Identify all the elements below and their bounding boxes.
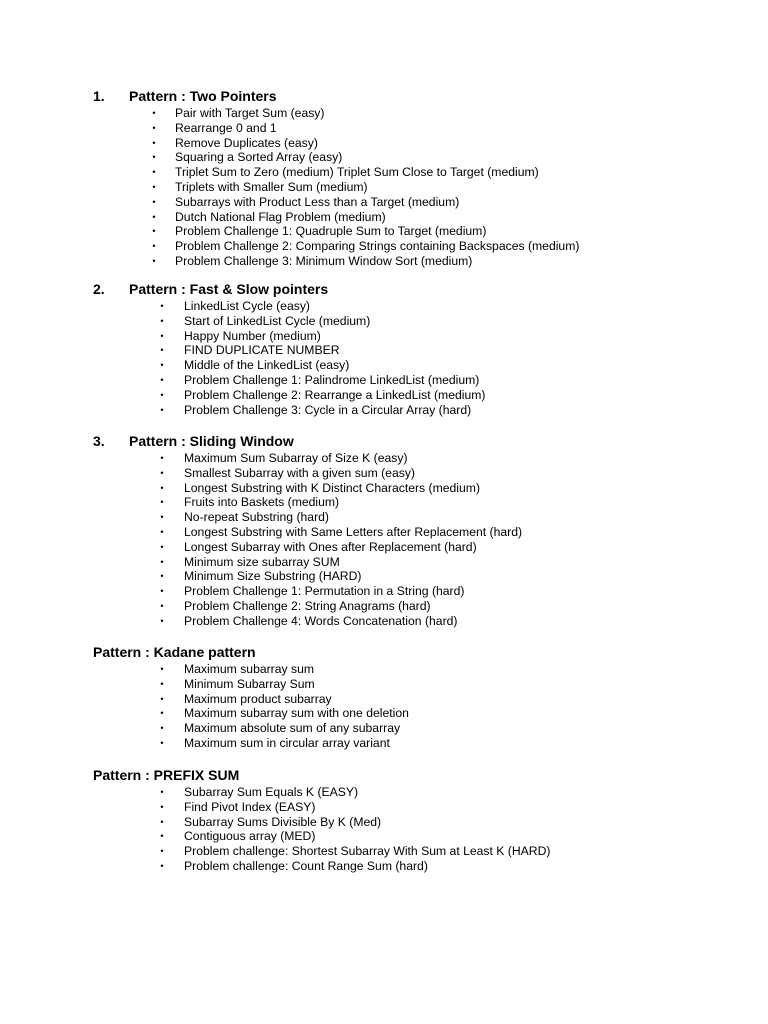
bullet-icon: • — [160, 389, 164, 400]
bullet-icon: • — [160, 360, 164, 371]
list-item: • Pair with Target Sum (easy) — [0, 106, 768, 121]
list-item: • Problem Challenge 2: String Anagrams (hard) — [0, 599, 768, 614]
list-item: • Minimum Subarray Sum — [0, 677, 768, 692]
bullet-icon: • — [152, 255, 156, 266]
bullet-icon: • — [160, 512, 164, 523]
section-prefix-sum — [0, 765, 768, 874]
bullet-icon: • — [160, 526, 164, 537]
section-heading — [0, 642, 768, 662]
bullet-icon: • — [152, 241, 156, 252]
list-item: • Problem Challenge 3: Minimum Window Sort (medium) — [0, 254, 768, 269]
list-item: • Longest Substring with Same Letters after Replacement (hard) — [0, 525, 768, 540]
list-item: • Rearrange 0 and 1 — [0, 121, 768, 136]
list-item: • Start of LinkedList Cycle (medium) — [0, 314, 768, 329]
list-item: • Maximum product subarray — [0, 692, 768, 707]
list-item: • Problem Challenge 1: Permutation in a String (hard) — [0, 584, 768, 599]
section-heading — [0, 279, 768, 299]
bullet-icon: • — [152, 226, 156, 237]
bullet-icon: • — [152, 108, 156, 118]
list-item: • Problem Challenge 1: Quadruple Sum to Target (medium) — [0, 224, 768, 239]
bullet-icon: • — [160, 816, 164, 827]
list-item: • Problem Challenge 3: Cycle in a Circular Array (hard) — [0, 403, 768, 418]
bullet-icon: • — [160, 678, 164, 689]
list-item: • Minimum Size Substring (HARD) — [0, 569, 768, 584]
list-item: • Problem Challenge 2: Rearrange a LinkedList (medium) — [0, 388, 768, 403]
list-item: • Dutch National Flag Problem (medium) — [0, 210, 768, 225]
problem-list — [0, 785, 768, 874]
list-item: • FIND DUPLICATE NUMBER — [0, 343, 768, 358]
list-item: • Problem Challenge 1: Palindrome LinkedList (medium) — [0, 373, 768, 388]
bullet-icon: • — [152, 211, 156, 222]
section-fast-slow-pointers — [0, 279, 768, 417]
bullet-icon: • — [160, 556, 164, 567]
bullet-icon: • — [160, 737, 164, 748]
bullet-icon: • — [160, 301, 164, 311]
bullet-icon: • — [160, 708, 164, 719]
list-item: • Problem Challenge 4: Words Concatenation (hard) — [0, 614, 768, 629]
section-title: Pattern : Kadane pattern — [93, 644, 256, 660]
bullet-icon: • — [160, 586, 164, 597]
bullet-icon: • — [160, 571, 164, 582]
list-item: • Subarrays with Product Less than a Target (medium) — [0, 195, 768, 210]
section-number: 2. — [93, 281, 105, 297]
list-item: • Maximum subarray sum — [0, 662, 768, 677]
bullet-icon: • — [160, 345, 164, 356]
list-item: • Maximum absolute sum of any subarray — [0, 721, 768, 736]
bullet-icon: • — [160, 482, 164, 493]
problem-list — [0, 299, 768, 417]
list-item: • Smallest Subarray with a given sum (easy) — [0, 466, 768, 481]
list-item: • Maximum sum in circular array variant — [0, 736, 768, 751]
bullet-icon: • — [152, 152, 156, 163]
section-number: 3. — [93, 433, 105, 449]
list-item: • Happy Number (medium) — [0, 329, 768, 344]
bullet-icon: • — [160, 374, 164, 385]
list-item: • LinkedList Cycle (easy) — [0, 299, 768, 314]
problem-list — [0, 662, 768, 751]
bullet-icon: • — [152, 137, 156, 148]
list-item: • Subarray Sums Divisible By K (Med) — [0, 815, 768, 830]
list-item: • Minimum size subarray SUM — [0, 555, 768, 570]
list-item: • Maximum Sum Subarray of Size K (easy) — [0, 451, 768, 466]
section-title: Pattern : Sliding Window — [129, 433, 294, 449]
bullet-icon: • — [160, 723, 164, 734]
section-sliding-window — [0, 431, 768, 629]
bullet-icon: • — [160, 831, 164, 842]
list-item: • Remove Duplicates (easy) — [0, 136, 768, 151]
problem-list — [0, 451, 768, 629]
problem-list — [0, 106, 768, 269]
list-item: • Maximum subarray sum with one deletion — [0, 706, 768, 721]
list-item: • Middle of the LinkedList (easy) — [0, 358, 768, 373]
list-item: • Triplets with Smaller Sum (medium) — [0, 180, 768, 195]
bullet-icon: • — [152, 196, 156, 207]
list-item: • Problem Challenge 2: Comparing Strings containing Backspaces (medium) — [0, 239, 768, 254]
list-item: • Problem challenge: Count Range Sum (hard) — [0, 859, 768, 874]
list-item: • Fruits into Baskets (medium) — [0, 495, 768, 510]
section-heading — [0, 431, 768, 451]
list-item: • Find Pivot Index (EASY) — [0, 800, 768, 815]
bullet-icon: • — [160, 801, 164, 812]
bullet-icon: • — [160, 467, 164, 478]
list-item: • Squaring a Sorted Array (easy) — [0, 150, 768, 165]
list-item: • No-repeat Substring (hard) — [0, 510, 768, 525]
list-item: • Longest Substring with K Distinct Characters (medium) — [0, 481, 768, 496]
bullet-icon: • — [160, 615, 164, 626]
bullet-icon: • — [160, 541, 164, 552]
bullet-icon: • — [160, 787, 164, 797]
section-title: Pattern : PREFIX SUM — [93, 767, 240, 783]
list-item: • Subarray Sum Equals K (EASY) — [0, 785, 768, 800]
list-item: • Contiguous array (MED) — [0, 829, 768, 844]
bullet-icon: • — [152, 122, 156, 133]
bullet-icon: • — [152, 181, 156, 192]
bullet-icon: • — [160, 693, 164, 704]
bullet-icon: • — [160, 453, 164, 463]
list-item: • Triplet Sum to Zero (medium) Triplet Sum Close to Target (medium) — [0, 165, 768, 180]
bullet-icon: • — [160, 846, 164, 857]
section-heading — [0, 765, 768, 785]
bullet-icon: • — [160, 330, 164, 341]
bullet-icon: • — [160, 860, 164, 871]
bullet-icon: • — [160, 600, 164, 611]
section-title: Pattern : Fast & Slow pointers — [129, 281, 329, 297]
list-item: • Problem challenge: Shortest Subarray With Sum at Least K (HARD) — [0, 844, 768, 859]
bullet-icon: • — [160, 404, 164, 415]
section-title: Pattern : Two Pointers — [129, 88, 277, 104]
section-two-pointers — [0, 86, 768, 269]
bullet-icon: • — [152, 167, 156, 178]
section-kadane-pattern — [0, 642, 768, 751]
bullet-icon: • — [160, 315, 164, 326]
bullet-icon: • — [160, 664, 164, 674]
section-heading — [0, 86, 768, 106]
bullet-icon: • — [160, 497, 164, 508]
section-number: 1. — [93, 88, 105, 104]
list-item: • Longest Subarray with Ones after Replacement (hard) — [0, 540, 768, 555]
